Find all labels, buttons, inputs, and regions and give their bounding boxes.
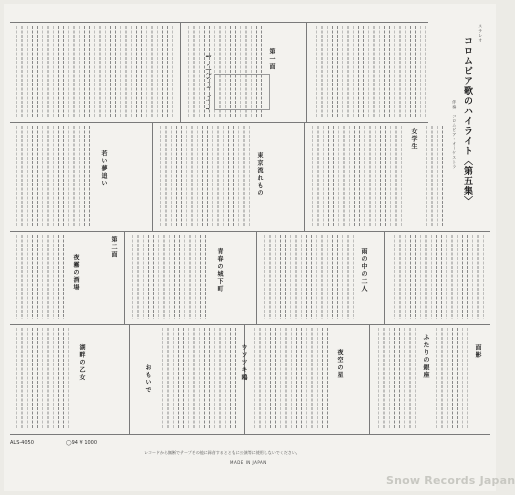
sheet-title: コロムビア歌のハイライト〈第五集〉 [462, 36, 472, 206]
lyric-block [424, 126, 444, 226]
song-title: 雨の中の二人 [360, 248, 367, 293]
column-divider [304, 122, 305, 231]
column-divider [180, 22, 181, 122]
song-title: 青春の城下町 [216, 248, 223, 293]
orchestra-credit: 伴奏 コロムビア・オーケストラ [452, 100, 458, 169]
song-title: 夜霧の酒場 [72, 254, 79, 292]
divider [10, 434, 490, 435]
lyric-block [158, 126, 250, 226]
song-title: 東京流れもの [256, 152, 263, 197]
lyric-block [252, 328, 330, 428]
divider [10, 22, 428, 23]
side-one-header: 第一面 [268, 48, 275, 71]
side-two-header: 第二面 [110, 236, 117, 259]
lyric-block [130, 235, 210, 319]
lyric-block [14, 126, 94, 226]
lyric-block [314, 26, 426, 118]
lyric-block [160, 328, 236, 428]
song-title: 面影 [474, 344, 481, 359]
catalog-number: ALS-4050 [10, 440, 34, 446]
lyric-block [14, 26, 174, 118]
column-divider [129, 324, 130, 434]
made-in-label: MADE IN JAPAN [230, 460, 267, 465]
lyric-block [262, 235, 354, 319]
watermark: Snow Records Japan [386, 474, 515, 487]
credit-box [214, 74, 270, 110]
footer-notice: レコードから無断でテープその他に録音するとともに公演等に使用しないでください。 [144, 450, 300, 455]
song-title: ウソツキ鴎 [240, 344, 247, 382]
price-mark: ◯94 ¥ 1000 [66, 440, 98, 446]
song-title: おもいで [144, 364, 151, 394]
song-title: 若い夢追い [100, 150, 107, 188]
column-divider [369, 324, 370, 434]
divider [10, 122, 428, 123]
lyric-block [376, 328, 416, 428]
song-title: ふたりの銀座 [422, 334, 429, 379]
column-divider [152, 122, 153, 231]
song-title: 夜空の星 [336, 349, 343, 379]
lyric-block [14, 328, 70, 428]
lyric-block [310, 126, 406, 226]
divider [10, 324, 490, 325]
column-divider [124, 231, 125, 324]
divider [10, 231, 490, 232]
top-label: ステレオ [478, 24, 484, 43]
column-divider [384, 231, 385, 324]
lyric-block [434, 328, 468, 428]
lyric-block [14, 235, 66, 319]
column-divider [256, 231, 257, 324]
lyric-sheet [4, 4, 515, 491]
song-title: 女学生 [410, 128, 417, 151]
song-title: 湖畔の乙女 [78, 344, 85, 382]
lyric-block [392, 235, 488, 319]
column-divider [306, 22, 307, 122]
